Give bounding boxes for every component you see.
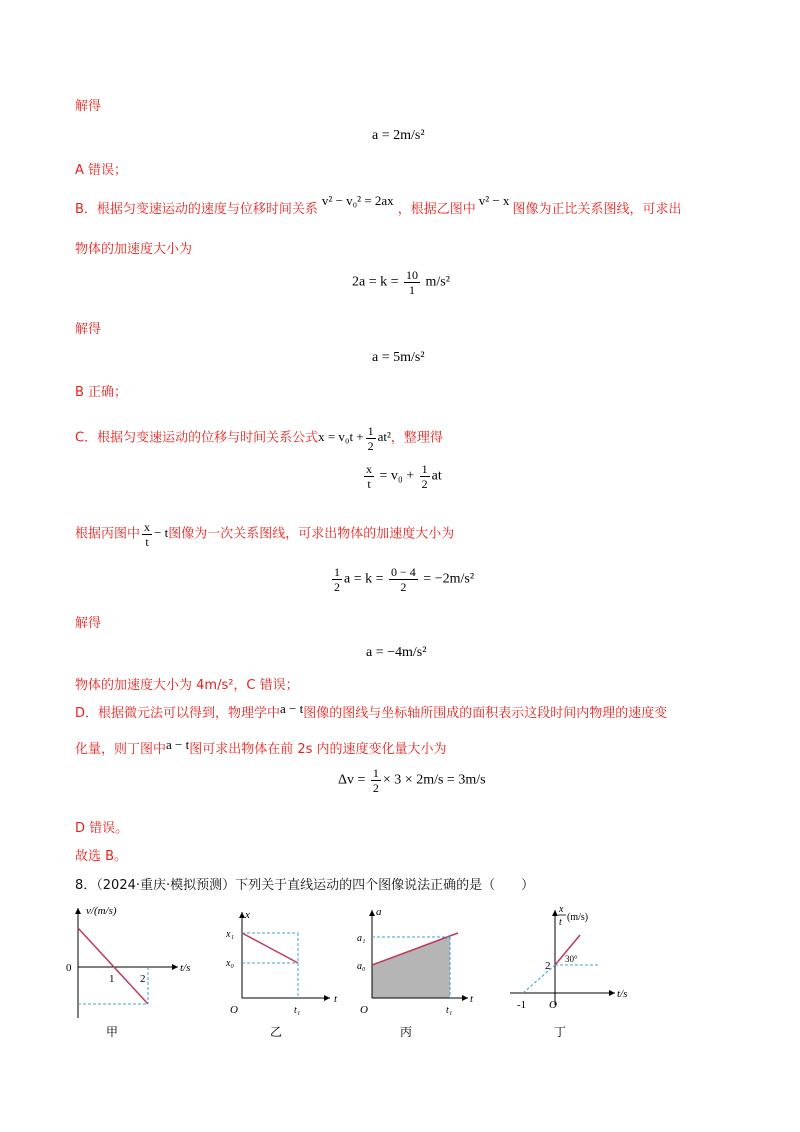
ding-ylabel-den: t xyxy=(559,917,562,928)
formula-c-graph-end: − t xyxy=(154,525,169,541)
text-d-line2 xyxy=(75,737,447,759)
formula-delta-v xyxy=(338,766,486,795)
formula-f5-frac xyxy=(389,565,418,594)
ding-origin: O xyxy=(549,999,557,1011)
text-jiede-1: 解得 xyxy=(75,99,102,114)
formula-c-a: x = v₀t + xyxy=(318,429,364,445)
formula-f7-den: 2 xyxy=(372,781,379,795)
graph-ding xyxy=(510,904,627,1039)
text-d-part2: 图像的图线与坐标轴所围成的面积表示这段时间内物理的速度变 xyxy=(303,706,668,721)
formula-2a-den: 1 xyxy=(409,283,416,297)
formula-xt-half xyxy=(420,462,430,491)
formula-2a-k xyxy=(352,268,450,297)
graph-yi xyxy=(225,909,338,1039)
formula-f7-frac xyxy=(371,766,381,795)
text-b-line1 xyxy=(75,193,682,219)
formula-f5-num: 0 − 4 xyxy=(391,565,416,579)
formula-xt-mid: = v₀ + xyxy=(379,468,415,484)
formula-c-displacement xyxy=(318,424,391,453)
text-c-wrong: 物体的加速度大小为 4m/s²，C 错误； xyxy=(75,678,299,693)
ding-ylabel-num: x xyxy=(559,904,564,915)
text-c-part1: C．根据匀变速运动的位移与时间关系公式 xyxy=(75,430,319,446)
text-d-part3: 化量，则丁图中 xyxy=(75,742,167,757)
graph-jia xyxy=(66,905,190,1039)
formula-xt-half-num: 1 xyxy=(421,462,428,476)
formula-2a-left: 2a = k = xyxy=(352,274,399,290)
bing-a0: a₀ xyxy=(357,961,366,972)
formula-c-graph-den: t xyxy=(145,535,149,549)
formula-c-graph-num: x xyxy=(144,520,151,534)
formula-f5-den: 2 xyxy=(400,580,407,594)
formula-f5-half xyxy=(332,565,342,594)
formula-f7-num: 1 xyxy=(372,766,379,780)
formula-f7-end: × 3 × 2m/s = 3m/s xyxy=(382,772,486,788)
formula-f5-end: = −2m/s² xyxy=(423,571,475,587)
yi-ylabel: x xyxy=(245,909,250,921)
formula-x-over-t xyxy=(362,462,442,491)
yi-caption: 乙 xyxy=(270,1025,283,1039)
text-b-correct: B 正确； xyxy=(75,385,128,400)
jia-ylabel: v/(m/s) xyxy=(86,905,117,917)
formula-a-neg4: a = −4m/s² xyxy=(366,645,427,660)
ding-ylabel-unit: (m/s) xyxy=(567,912,589,923)
text-d-line1 xyxy=(75,701,668,723)
formula-xt-den: t xyxy=(367,477,371,491)
jia-line xyxy=(78,928,148,1004)
formula-c-num: 1 xyxy=(367,424,374,438)
formula-f5-half-num: 1 xyxy=(334,565,340,579)
formula-xt-half-den: 2 xyxy=(421,477,428,491)
ding-caption: 丁 xyxy=(554,1025,567,1039)
yi-line xyxy=(242,933,298,963)
formula-b-graph: v² − x xyxy=(478,193,510,208)
text-d-part1: D．根据微元法可以得到，物理学中 xyxy=(75,706,281,721)
bing-caption: 丙 xyxy=(400,1025,413,1039)
bing-a1: a₁ xyxy=(357,933,366,944)
yi-x0: x₀ xyxy=(226,958,234,969)
jia-tick2: 2 xyxy=(140,973,146,985)
text-b-part1: B．根据匀变速运动的速度与位移时间关系 xyxy=(75,202,318,217)
formula-xt-num: x xyxy=(366,462,372,476)
formula-c-den: 2 xyxy=(367,439,374,453)
text-c-part2: ，整理得 xyxy=(390,430,443,446)
formula-f7-left: Δv = xyxy=(338,772,366,788)
formula-c-b: at² xyxy=(377,429,391,445)
formula-half-a-k xyxy=(330,565,474,594)
graph-bing xyxy=(357,906,474,1039)
yi-xlabel: t xyxy=(334,993,338,1005)
text-b-line2: 物体的加速度大小为 xyxy=(75,242,193,257)
formula-c-graph-frac xyxy=(142,520,152,549)
text-c-line2 xyxy=(75,520,454,549)
text-b-part2: ，根据乙图中 xyxy=(397,202,476,217)
ding-angle: 30° xyxy=(565,954,578,964)
jia-caption: 甲 xyxy=(106,1025,119,1039)
formula-a-2: a = 2m/s² xyxy=(372,128,425,143)
ding-xlabel: t/s xyxy=(617,988,628,1000)
formula-f5-mid: a = k = xyxy=(344,571,384,587)
bing-xlabel: t xyxy=(470,993,474,1005)
yi-t1: t₁ xyxy=(294,1005,301,1016)
jia-tick1: 1 xyxy=(109,973,115,985)
jia-xlabel: t/s xyxy=(180,962,191,974)
bing-t1: t₁ xyxy=(446,1005,453,1016)
ding-val2: 2 xyxy=(545,960,551,972)
formula-b-relation: v² − v₀² = 2ax xyxy=(321,193,394,208)
text-jiede-3: 解得 xyxy=(75,616,102,631)
question-8: 8．（2024·重庆·模拟预测）下列关于直线运动的四个图像说法正确的是（ ） xyxy=(75,878,535,893)
bing-ylabel: a xyxy=(376,906,382,918)
text-choose-b: 故选 B。 xyxy=(75,849,128,864)
graphs-row xyxy=(0,900,800,1060)
text-d-wrong: D 错误。 xyxy=(75,821,129,836)
formula-xt-frac xyxy=(364,462,374,491)
formula-2a-num: 10 xyxy=(406,268,419,282)
formula-f5-half-den: 2 xyxy=(334,580,340,594)
text-c-part4: 图像为一次关系图线，可求出物体的加速度大小为 xyxy=(168,526,455,542)
text-c-part3: 根据丙图中 xyxy=(75,526,141,542)
formula-2a-unit: m/s² xyxy=(425,274,450,290)
bing-shaded-area xyxy=(372,935,450,998)
text-b-part3: 图像为正比关系图线，可求出 xyxy=(512,202,682,217)
yi-origin: O xyxy=(230,1004,238,1016)
formula-a-5: a = 5m/s² xyxy=(372,350,425,365)
bing-origin: O xyxy=(360,1004,368,1016)
text-c-line1 xyxy=(75,424,443,453)
yi-x1: x₁ xyxy=(226,929,234,940)
formula-c-graph xyxy=(140,520,169,549)
formula-xt-end: at xyxy=(431,468,442,484)
formula-d-graph2: a − t xyxy=(166,737,190,752)
text-a-wrong: A 错误； xyxy=(75,163,128,178)
text-jiede-2: 解得 xyxy=(75,322,102,337)
formula-2a-fraction xyxy=(404,268,420,297)
formula-d-graph: a − t xyxy=(280,701,304,716)
text-d-part4: 图可求出物体在前 2s 内的速度变化量大小为 xyxy=(189,742,447,757)
jia-origin: 0 xyxy=(66,962,72,974)
formula-c-frac xyxy=(366,424,376,453)
ding-neg1: -1 xyxy=(517,999,527,1011)
